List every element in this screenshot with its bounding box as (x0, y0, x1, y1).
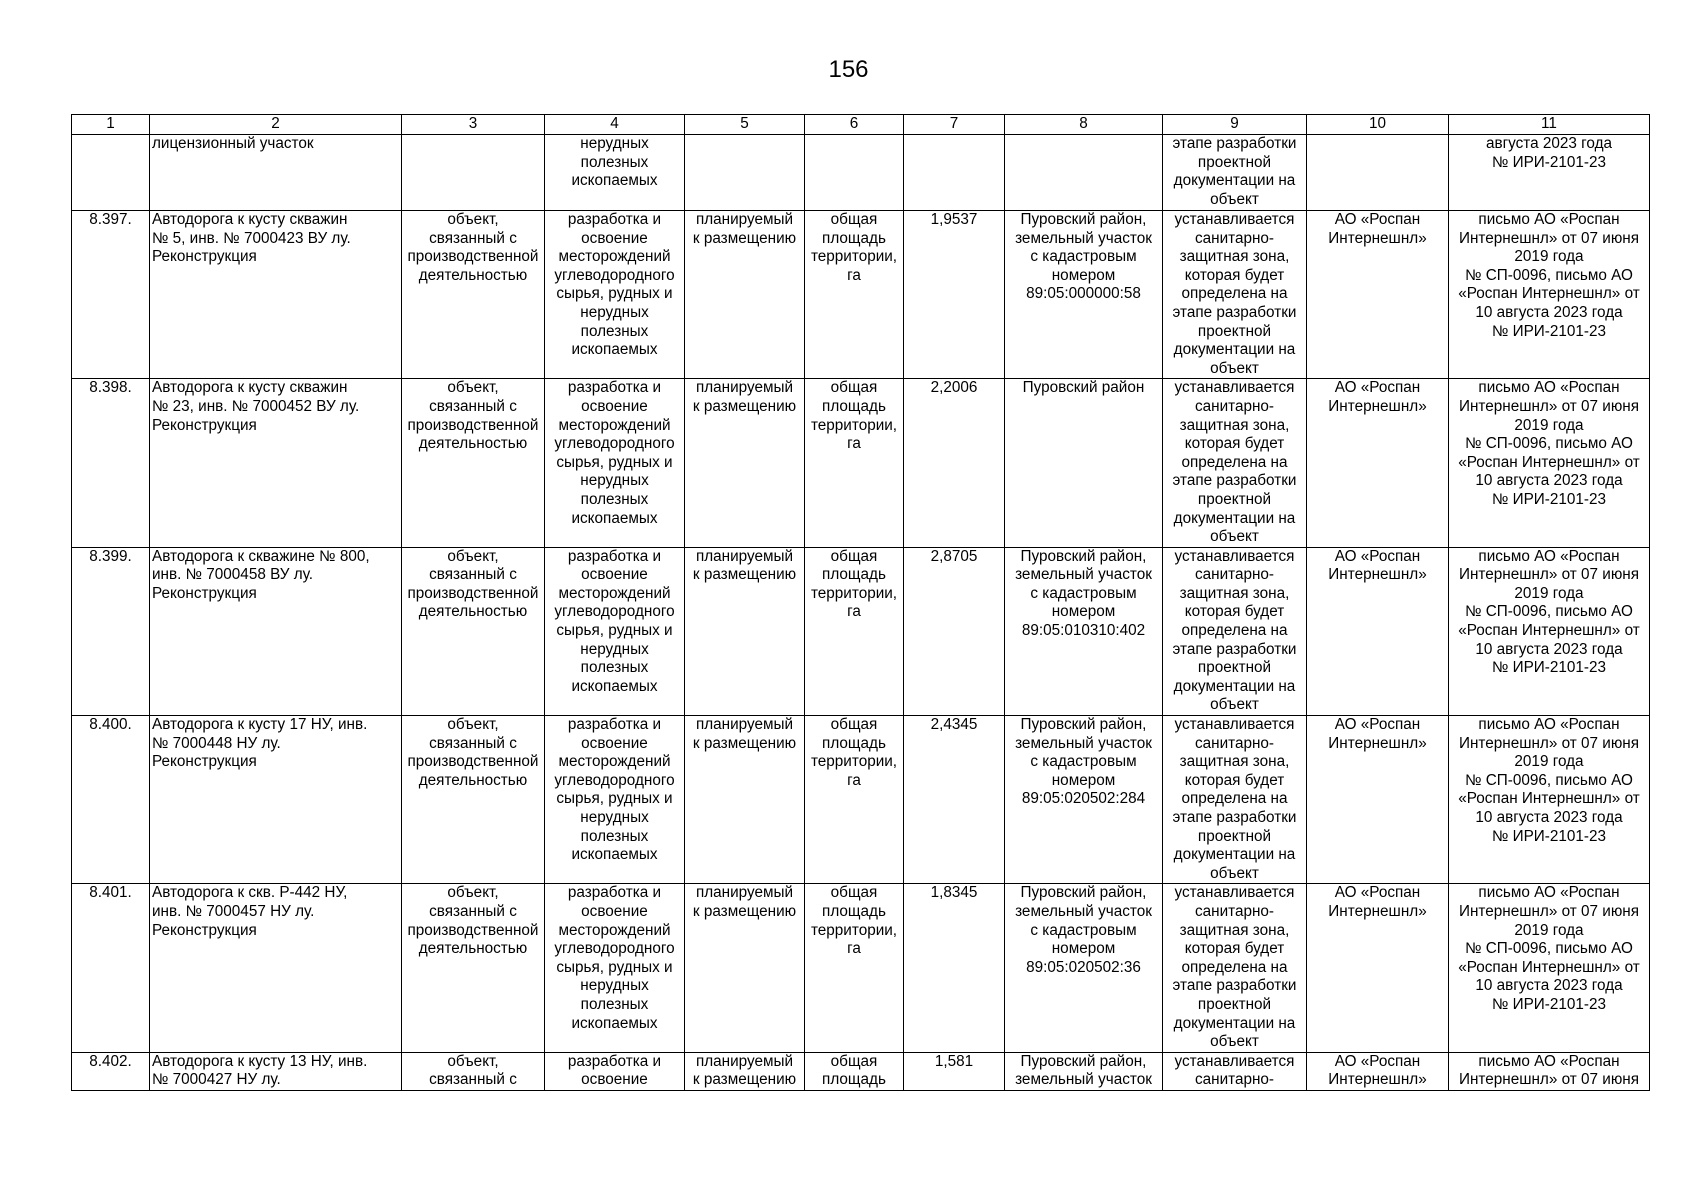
cell-location: Пуровский район, земельный участок с кадастровым номером 89:05:020502:36 (1005, 884, 1163, 1052)
cell-value (904, 135, 1005, 211)
cell-status: планируемый к размещению (685, 716, 805, 884)
cell-number: 8.402. (72, 1052, 150, 1090)
continuation-row (72, 135, 1650, 211)
cell-zone: устанавливается санитарно- защитная зона, которая будет определена на этапе разработки проектной документации на объект (1163, 716, 1307, 884)
cell-basis: письмо АО «Роспан Интернешнл» от 07 июня 2019 года № СП-0096, письмо АО «Роспан Интернешнл» от 10 августа 2023 года № ИРИ-2101-23 (1449, 211, 1650, 379)
cell-location (1005, 135, 1163, 211)
cell-zone: устанавливается санитарно- защитная зона, которая будет определена на этапе разработки проектной документации на объект (1163, 547, 1307, 715)
cell-organization: АО «Роспан Интернешнл» (1307, 379, 1449, 547)
cell-value: 2,4345 (904, 716, 1005, 884)
cell-organization (1307, 135, 1449, 211)
cell-value: 2,2006 (904, 379, 1005, 547)
cell-organization: АО «Роспан Интернешнл» (1307, 211, 1449, 379)
cell-organization: АО «Роспан Интернешнл» (1307, 716, 1449, 884)
cell-parameter (805, 135, 904, 211)
cell-purpose: нерудных полезных ископаемых (545, 135, 685, 211)
cell-location: Пуровский район, земельный участок с кадастровым номером 89:05:020502:284 (1005, 716, 1163, 884)
cell-object-name: Автодорога к кусту 17 НУ, инв. № 7000448 НУ лу. Реконструкция (150, 716, 402, 884)
cell-object-name: Автодорога к кусту 13 НУ, инв. № 7000427 НУ лу. (150, 1052, 402, 1090)
cell-organization: АО «Роспан Интернешнл» (1307, 884, 1449, 1052)
cell-basis: письмо АО «Роспан Интернешнл» от 07 июня (1449, 1052, 1650, 1090)
cell-number: 8.400. (72, 716, 150, 884)
cell-zone: устанавливается санитарно- защитная зона, которая будет определена на этапе разработки проектной документации на объект (1163, 379, 1307, 547)
registry-table (71, 114, 1650, 1091)
cell-organization: АО «Роспан Интернешнл» (1307, 547, 1449, 715)
cell-status: планируемый к размещению (685, 211, 805, 379)
column-header: 5 (685, 115, 805, 135)
cell-location: Пуровский район, земельный участок (1005, 1052, 1163, 1090)
cell-number: 8.399. (72, 547, 150, 715)
cell-object-type: объект, связанный с производственной деятельностью (402, 884, 545, 1052)
cell-parameter: общая площадь территории, га (805, 379, 904, 547)
cell-zone: устанавливается санитарно- защитная зона, которая будет определена на этапе разработки проектной документации на объект (1163, 211, 1307, 379)
cell-basis: письмо АО «Роспан Интернешнл» от 07 июня 2019 года № СП-0096, письмо АО «Роспан Интернешнл» от 10 августа 2023 года № ИРИ-2101-23 (1449, 379, 1650, 547)
cell-object-type: объект, связанный с производственной деятельностью (402, 379, 545, 547)
cell-value: 1,8345 (904, 884, 1005, 1052)
cell-parameter: общая площадь территории, га (805, 716, 904, 884)
cell-number: 8.398. (72, 379, 150, 547)
cell-object-type: объект, связанный с производственной деятельностью (402, 716, 545, 884)
column-header: 7 (904, 115, 1005, 135)
cell-basis: августа 2023 года № ИРИ-2101-23 (1449, 135, 1650, 211)
cell-parameter: общая площадь территории, га (805, 884, 904, 1052)
cell-object-type: объект, связанный с (402, 1052, 545, 1090)
cell-purpose: разработка и освоение месторождений углеводородного сырья, рудных и нерудных полезных ископаемых (545, 211, 685, 379)
cell-value: 1,581 (904, 1052, 1005, 1090)
cell-object-type (402, 135, 545, 211)
page-number: 156 (828, 56, 869, 83)
cell-zone: устанавливается санитарно- (1163, 1052, 1307, 1090)
cell-location: Пуровский район, земельный участок с кадастровым номером 89:05:010310:402 (1005, 547, 1163, 715)
cell-basis: письмо АО «Роспан Интернешнл» от 07 июня 2019 года № СП-0096, письмо АО «Роспан Интернешнл» от 10 августа 2023 года № ИРИ-2101-23 (1449, 884, 1650, 1052)
table-row (72, 211, 1650, 379)
table-row (72, 547, 1650, 715)
cell-object-type: объект, связанный с производственной деятельностью (402, 547, 545, 715)
column-header: 1 (72, 115, 150, 135)
column-header: 9 (1163, 115, 1307, 135)
table-row (72, 884, 1650, 1052)
cell-location: Пуровский район, земельный участок с кадастровым номером 89:05:000000:58 (1005, 211, 1163, 379)
cell-purpose: разработка и освоение месторождений углеводородного сырья, рудных и нерудных полезных ископаемых (545, 716, 685, 884)
cell-object-name: Автодорога к скважине № 800, инв. № 7000458 ВУ лу. Реконструкция (150, 547, 402, 715)
column-header: 8 (1005, 115, 1163, 135)
cell-zone: этапе разработки проектной документации на объект (1163, 135, 1307, 211)
column-number-row (72, 115, 1650, 135)
column-header: 10 (1307, 115, 1449, 135)
column-header: 11 (1449, 115, 1650, 135)
cell-value: 1,9537 (904, 211, 1005, 379)
column-header: 3 (402, 115, 545, 135)
column-header: 6 (805, 115, 904, 135)
cell-number: 8.401. (72, 884, 150, 1052)
cell-number (72, 135, 150, 211)
cell-purpose: разработка и освоение месторождений углеводородного сырья, рудных и нерудных полезных ископаемых (545, 379, 685, 547)
cell-status: планируемый к размещению (685, 379, 805, 547)
cell-object-name: Автодорога к кусту скважин № 5, инв. № 7000423 ВУ лу. Реконструкция (150, 211, 402, 379)
cell-organization: АО «Роспан Интернешнл» (1307, 1052, 1449, 1090)
table-row (72, 379, 1650, 547)
cell-object-name: Автодорога к кусту скважин № 23, инв. № 7000452 ВУ лу. Реконструкция (150, 379, 402, 547)
cell-status: планируемый к размещению (685, 884, 805, 1052)
cell-basis: письмо АО «Роспан Интернешнл» от 07 июня 2019 года № СП-0096, письмо АО «Роспан Интернешнл» от 10 августа 2023 года № ИРИ-2101-23 (1449, 716, 1650, 884)
cell-purpose: разработка и освоение месторождений углеводородного сырья, рудных и нерудных полезных ископаемых (545, 884, 685, 1052)
cell-object-name: лицензионный участок (150, 135, 402, 211)
cell-parameter: общая площадь (805, 1052, 904, 1090)
column-header: 2 (150, 115, 402, 135)
cell-status: планируемый к размещению (685, 547, 805, 715)
cell-parameter: общая площадь территории, га (805, 547, 904, 715)
table-row (72, 1052, 1650, 1090)
cell-location: Пуровский район (1005, 379, 1163, 547)
cell-object-type: объект, связанный с производственной деятельностью (402, 211, 545, 379)
cell-status: планируемый к размещению (685, 1052, 805, 1090)
cell-purpose: разработка и освоение месторождений углеводородного сырья, рудных и нерудных полезных ископаемых (545, 547, 685, 715)
cell-zone: устанавливается санитарно- защитная зона, которая будет определена на этапе разработки проектной документации на объект (1163, 884, 1307, 1052)
table-row (72, 716, 1650, 884)
cell-number: 8.397. (72, 211, 150, 379)
cell-object-name: Автодорога к скв. Р-442 НУ, инв. № 7000457 НУ лу. Реконструкция (150, 884, 402, 1052)
column-header: 4 (545, 115, 685, 135)
cell-parameter: общая площадь территории, га (805, 211, 904, 379)
cell-status (685, 135, 805, 211)
cell-basis: письмо АО «Роспан Интернешнл» от 07 июня 2019 года № СП-0096, письмо АО «Роспан Интернешнл» от 10 августа 2023 года № ИРИ-2101-23 (1449, 547, 1650, 715)
cell-purpose: разработка и освоение (545, 1052, 685, 1090)
cell-value: 2,8705 (904, 547, 1005, 715)
